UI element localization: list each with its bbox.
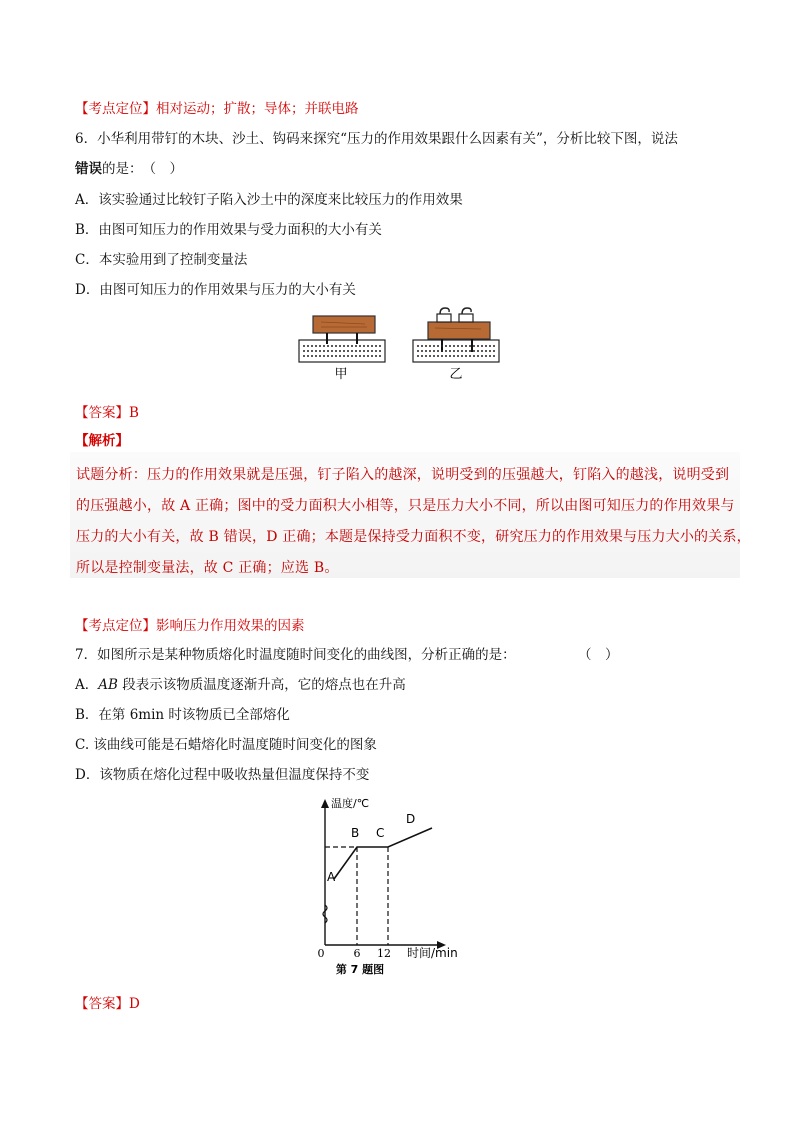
kaodian-tag: 【考点定位】	[75, 618, 156, 634]
y-axis-arrow-icon	[321, 799, 329, 808]
chart-caption: 第 7 题图	[335, 963, 385, 976]
q6-option-a: A．该实验通过比较钉子陷入沙土中的深度来比较压力的作用效果	[75, 192, 463, 208]
analysis-line: 压力的大小有关，故 B 错误，D 正确；本题是保持受力面积不变，研究压力的作用效果与压力大小的关系，	[76, 529, 751, 545]
label-jia: 甲	[334, 367, 348, 382]
figure-yi	[413, 308, 499, 382]
chart-xlabel: 时间/min	[407, 946, 458, 960]
chart-xtick: 6	[353, 947, 361, 960]
label-yi: 乙	[449, 367, 463, 382]
q6-answer-line	[75, 403, 139, 423]
point-label-c: C	[376, 826, 385, 840]
kaodian-text: 相对运动；扩散；导体；并联电路	[156, 101, 359, 117]
q7-option-a-italic: AB	[98, 677, 118, 693]
q7-option-a-prefix: A．	[75, 677, 99, 693]
q7-answer-line	[75, 994, 140, 1014]
q7-chart	[300, 795, 480, 980]
q6-analysis-tag-line	[75, 431, 129, 451]
q6-option-c: C．本实验用到了控制变量法	[75, 252, 248, 268]
q6-stem-bold: 错误	[75, 161, 102, 177]
answer-tag: 【答案】	[75, 405, 129, 421]
kaodian-tag: 【考点定位】	[75, 101, 156, 117]
q6-option-d: D．由图可知压力的作用效果与压力的大小有关	[75, 282, 356, 298]
analysis-tag: 【解析】	[75, 433, 129, 449]
wood-block-jia	[313, 316, 375, 333]
q7-option-d: D．该物质在熔化过程中吸收热量但温度保持不变	[75, 767, 370, 783]
q7-option-b: B．在第 6min 时该物质已全部熔化	[75, 707, 290, 723]
chart-ylabel: 温度/℃	[331, 797, 370, 810]
wood-block-yi	[428, 322, 490, 339]
q6-stem-line1: 6．小华利用带钉的木块、沙土、钩码来探究“压力的作用效果跟什么因素有关”，分析比较下图，说法	[75, 131, 678, 147]
q7-stem-bracket: （ ）	[578, 647, 619, 663]
analysis-line: 所以是控制变量法，故 C 正确；应选 B。	[76, 560, 339, 576]
kaodian-line-q6	[75, 616, 305, 636]
q6-stem-line2	[75, 159, 183, 179]
q6-analysis-block	[70, 452, 751, 578]
kaodian-text: 影响压力作用效果的因素	[156, 618, 305, 634]
answer-tag: 【答案】	[75, 996, 129, 1012]
hook-weight-icon	[459, 314, 473, 322]
point-label-a: A	[327, 870, 336, 884]
answer-value: D	[129, 996, 140, 1012]
figure-jia	[299, 316, 385, 382]
hook-weight-icon	[437, 314, 451, 322]
q6-option-b: B．由图可知压力的作用效果与受力面积的大小有关	[75, 222, 382, 238]
q7-option-a	[75, 675, 406, 695]
answer-value: B	[129, 405, 139, 421]
chart-xtick: 12	[377, 947, 391, 960]
q6-stem-rest: 的是： （ ）	[102, 161, 183, 177]
chart-origin: 0	[317, 947, 325, 960]
kaodian-line-q5	[75, 99, 359, 119]
q7-option-a-rest: 段表示该物质温度逐渐升高，它的熔点也在升高	[117, 677, 406, 693]
q6-figure-svg	[295, 302, 515, 384]
point-label-d: D	[406, 812, 416, 826]
q6-figure	[295, 302, 515, 384]
point-label-b: B	[351, 826, 360, 840]
q7-option-c: C. 该曲线可能是石蜡熔化时温度随时间变化的图象	[75, 737, 377, 753]
q7-stem: 7．如图所示是某种物质熔化时温度随时间变化的曲线图，分析正确的是：	[75, 647, 516, 663]
analysis-line: 的压强越小，故 A 正确；图中的受力面积大小相等，只是压力大小不同，所以由图可知压力的作用效果与	[76, 498, 735, 514]
analysis-line: 试题分析：压力的作用效果就是压强，钉子陷入的越深，说明受到的压强越大，钉陷入的越浅，说明受到	[76, 467, 730, 483]
q7-chart-svg	[300, 795, 480, 980]
